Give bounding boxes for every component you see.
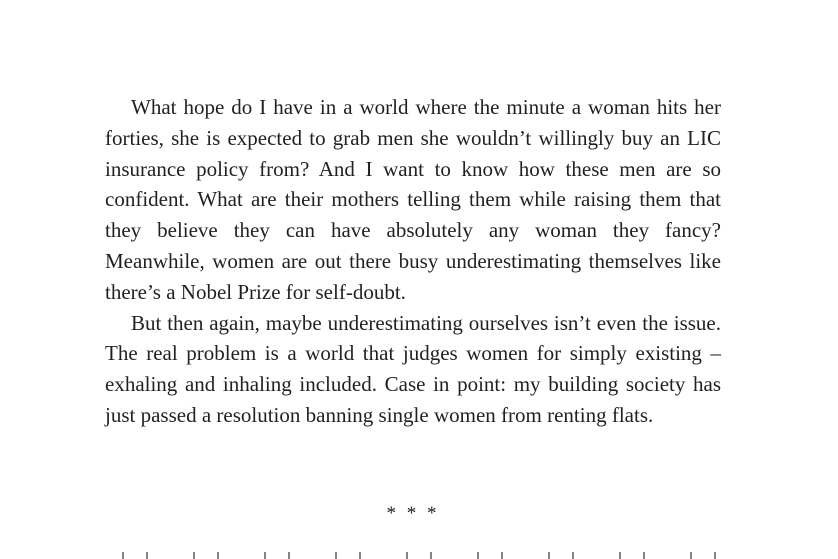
section-break: * * * (386, 503, 440, 524)
next-line-cut-off (105, 548, 721, 559)
paragraph-2: But then again, maybe underestimating ourselves isn’t even the issue. The real problem is a world that judges women for simply existing – exhaling and inhaling included. Case in point: my building society has just passed a resolution banning single women from renting flats. (105, 310, 721, 427)
body-text (105, 92, 721, 431)
paragraph-1: What hope do I have in a world where the minute a woman hits her forties, she is expected to grab men she wouldn’t willingly buy an LIC insurance policy from? And I want to know how these men are so confident. What are their mothers telling them while raising them that they believe they can have absolutely any woman they fancy? Meanwhile, women are out there busy underestimating themselves like there’s a Nobel Prize for self-doubt. (105, 95, 721, 304)
partial-text-tops (105, 548, 721, 559)
